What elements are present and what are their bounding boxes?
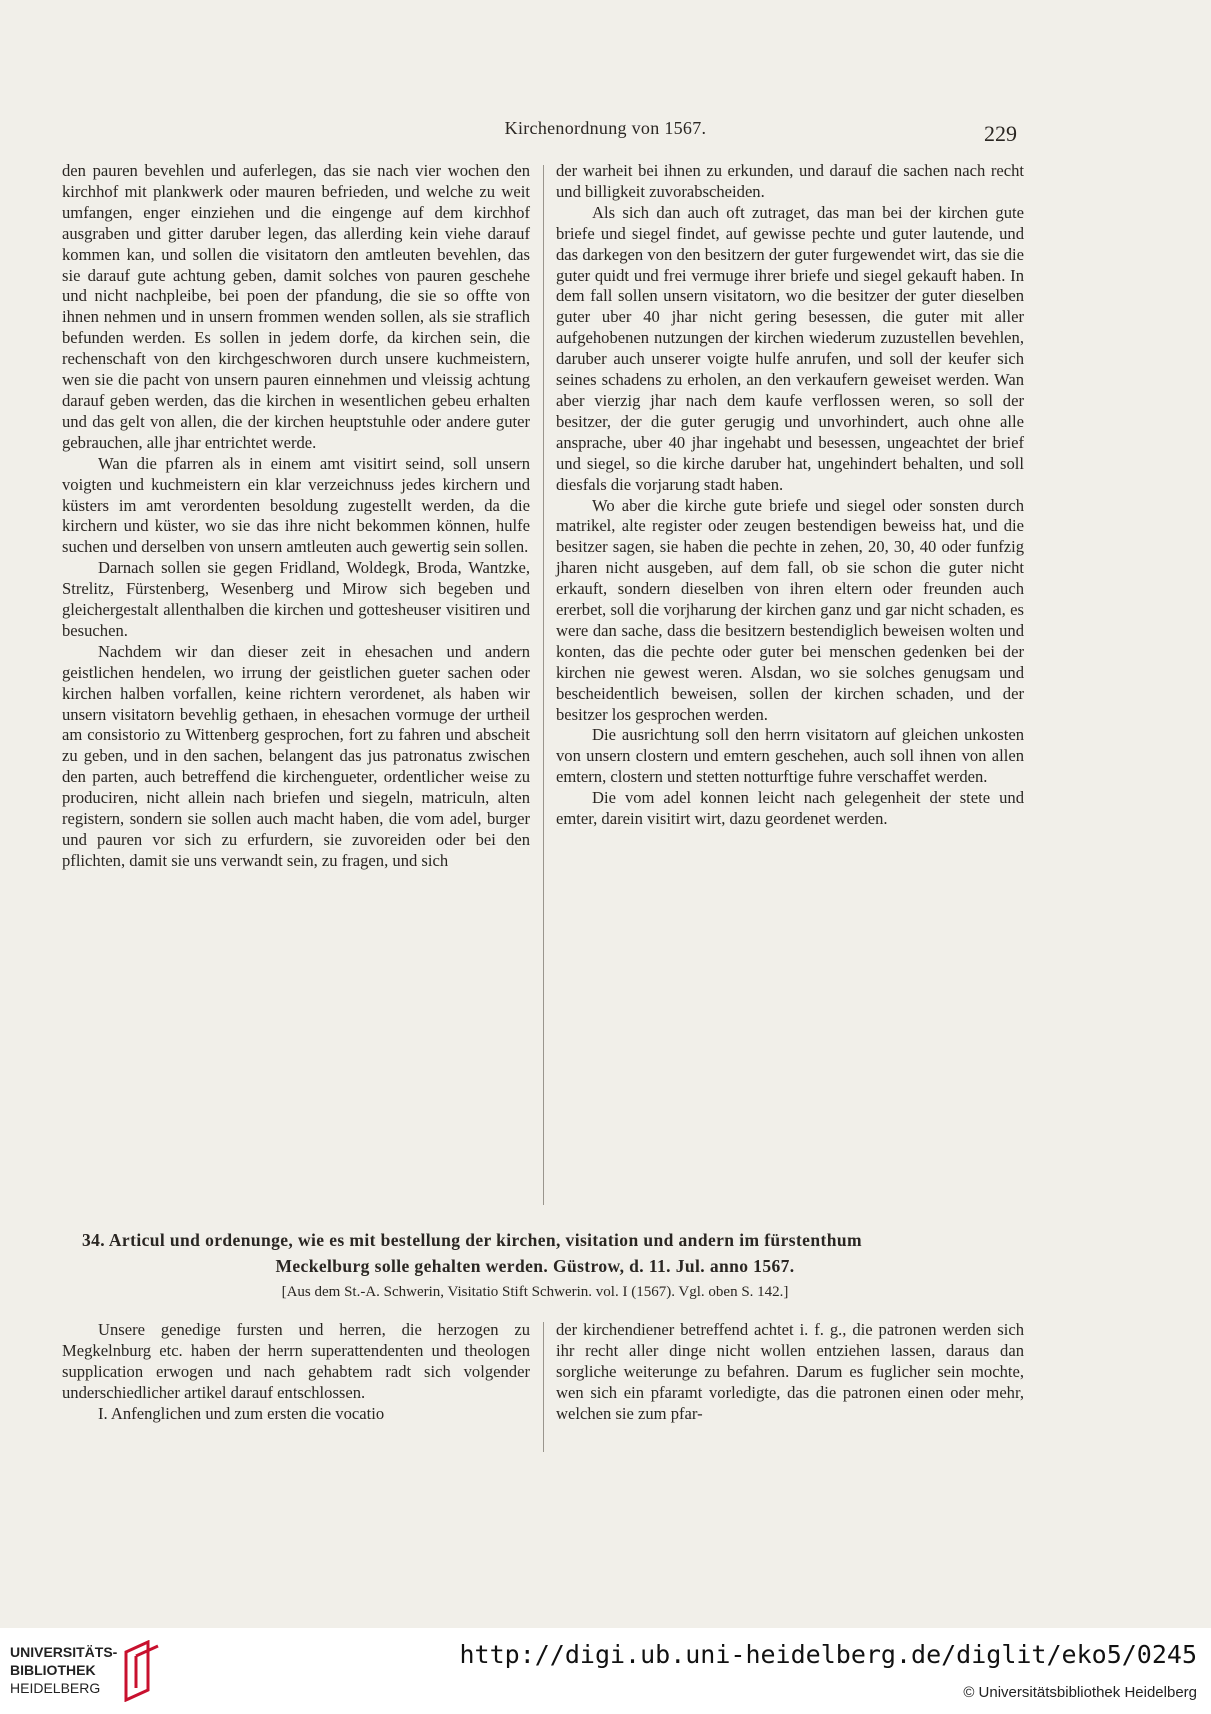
section-title-line1: 34. Articul und ordenunge, wie es mit bestellung der kirchen, visitation und andern im fürstenthum <box>82 1230 862 1250</box>
library-name-line1: UNIVERSITÄTS- <box>10 1644 118 1660</box>
upper-left-column <box>62 161 530 872</box>
section-title-line2: Meckelburg solle gehalten werden. Güstrow, d. 11. Jul. anno 1567. <box>275 1256 795 1276</box>
upper-right-column <box>556 161 1024 830</box>
paragraph: Unsere genedige fursten und herren, die herzogen zu Megkelnburg etc. haben der herrn superattendenten und theologen supplication erwogen und nach gehabtem radt sich volgender underschiedlicher artikel darauf entschlossen. <box>62 1320 530 1402</box>
section-heading <box>60 1230 1150 1301</box>
paragraph: I. Anfenglichen und zum ersten die vocatio <box>98 1403 385 1423</box>
source-url-link[interactable]: http://digi.ub.uni-heidelberg.de/diglit/eko5/0245 <box>459 1640 1197 1669</box>
lower-right-column <box>556 1320 1024 1425</box>
running-title: Kirchenordnung von 1567. <box>504 118 707 138</box>
library-logo-icon <box>118 1640 162 1702</box>
paragraph: Die vom adel konnen leicht nach gelegenheit der stete und emter, darein visitirt wirt, dazu geordenet werden. <box>556 788 1024 829</box>
footer <box>0 1628 1211 1714</box>
paragraph: Wo aber die kirche gute briefe und siegel oder sonsten durch matrikel, alte register oder zeugen bestendigen beweiss hat, und die besitzer sagen, sie haben die pechte in zehen, 20, 30, 40 oder funfzig jharen nicht ausgeben, auf dem fall, ob sie schon die guter nicht erkauft, sondern dieselben von ihren eltern oder freunden auch ererbet, soll die vorjharung der kirchen ganz und gar nicht schaden, es were dan sache, dass die besitzern bestendiglich beweisen wolten und konten, das die pechte oder guter bei menschen gedenken bei der kirchen nie gewest weren. Alsdan, wo sie solches genugsam und bescheidentlich beweisen, sollen der kirchen schaden, und der besitzer los gesprochen werden. <box>556 495 1024 724</box>
paragraph: der warheit bei ihnen zu erkunden, und darauf die sachen nach recht und billigkeit zuvorabscheiden. <box>556 161 1024 201</box>
paragraph: Nachdem wir dan dieser zeit in ehesachen und andern geistlichen hendelen, wo irrung der geistlichen gueter sachen oder kirchen halben vorfallen, keine richtern verordenet, als haben wir unsern visitatorn bevehlig gethaen, in ehesachen vormuge der urtheil am consistorio zu Wittenberg gesprochen, fort zu fahren und abscheit zu geben, und in den sachen, belangent das jus patronatus zwischen den parten, auch betreffend die kirchengueter, ordentlicher weise zu produciren, nicht allein nach briefen und siegeln, matriculn, alten registern, sondern sie sollen auch macht haben, die vom adel, burger und pauren vor sich zu erfurdern, sie zuvoreiden oder bei den pflichten, damit sie uns verwandt sein, zu fragen, und sich <box>62 641 530 870</box>
source-note: [Aus dem St.-A. Schwerin, Visitatio Stift Schwerin. vol. I (1567). Vgl. oben S. 142.] <box>281 1284 789 1300</box>
paragraph: der kirchendiener betreffend achtet i. f. g., die patronen werden sich ihr recht aller dinge nicht wollen entziehen lassen, daraus dan sorgliche weiterunge zu befahren. Darum es fuglicher sein mochte, wen sich ein pfaramt vorledigte, das die patronen einen oder mehr, welchen sie zum pfar- <box>556 1320 1024 1423</box>
page-number: 229 <box>984 121 1017 146</box>
column-divider <box>543 165 544 1205</box>
column-divider <box>543 1322 544 1452</box>
paragraph: Darnach sollen sie gegen Fridland, Woldegk, Broda, Wantzke, Strelitz, Fürstenberg, Wesenberg und Mirow sich begeben und gleichergestalt allenthalben die kirchen und gottesheuser visitiren und besuchen. <box>62 558 530 640</box>
copyright-notice: © Universitätsbibliothek Heidelberg <box>963 1684 1197 1701</box>
library-name-line2: BIBLIOTHEK <box>10 1662 96 1678</box>
paragraph: den pauren bevehlen und auferlegen, das sie nach vier wochen den kirchhof mit plankwerk oder mauren befrieden, und welche zu weit umfangen, enger einziehen und die eingenge auf dem kirchhof ausgraben und gitter daruber legen, das allerding kein viehe darauf kommen kan, und sollen die visitatorn den amtleuten bevehlen, das sie darauf gute achtung geben, damit solches von pauren geschehe und nicht nachpleibe, bei poen der pfandung, die sie so offte von ihnen nehmen und in unsern frommen wenden sollen, als sie straflich befunden werden. Es sollen in jedem dorfe, da kirchen sein, die rechenschaft von den kirchgeschworen durch unsere kuchmeistern, wen sie die pacht von unsern pauren einnehmen und vleissig achtung darauf geben werden, das die kirchen in wesentlichen gebeu erhalten und das gelt von allen, die der kirchen heuptstuhle oder andere guter gebrauchen, alle jhar entrichtet werde. <box>62 161 530 452</box>
lower-left-column <box>62 1320 530 1425</box>
library-name-line3: HEIDELBERG <box>10 1680 101 1696</box>
paragraph: Die ausrichtung soll den herrn visitatorn auf gleichen unkosten von unsern clostern und emtern geschehen, auch soll ihnen von allen emtern, clostern und stetten notturftige fuhre verschaffet werden. <box>556 725 1024 787</box>
paragraph: Wan die pfarren als in einem amt visitirt seind, soll unsern voigten und kuchmeistern ein klar verzeichnuss jedes kirchern und küsters im amt verordenten besoldung zugestellt werden, da die kirchern und küster, wo sie das ihre nicht bekommen können, hulfe suchen und derselben von unsern amtleuten auch gewertig sein sollen. <box>62 453 530 557</box>
paragraph: Als sich dan auch oft zutraget, das man bei der kirchen gute briefe und siegel findet, auf gewisse pechte und guter lautende, und das darkegen von den besitzern der guter furgewendet wirt, das sie die guter quidt und frei vermuge ihrer briefe und siegel gekauft haben. In dem fall sollen unsern visitatorn, wo die besitzer der guter dieselben guter uber 40 jhar nicht gering besessen, die guter mit aller aufgehobenen nutzungen der kirchen wiederum zuzustellen bevehlen, daruber auch unserer voigte hulfe anrufen, und soll der keufer sich seines schadens zu erholen, an den verkaufern geweiset werden. Wan aber vierzig jhar nach dem kaufe verflossen weren, so soll der besitzer, der die guter gerugig und unvorhindert, auch ohne alle ansprache, uber 40 jhar ingehabt und besessen, ungeachtet der brief und siegel, so die kirche daruber hat, ungehindert behalten, und soll diesfals die vorjarung stadt haben. <box>556 202 1024 494</box>
